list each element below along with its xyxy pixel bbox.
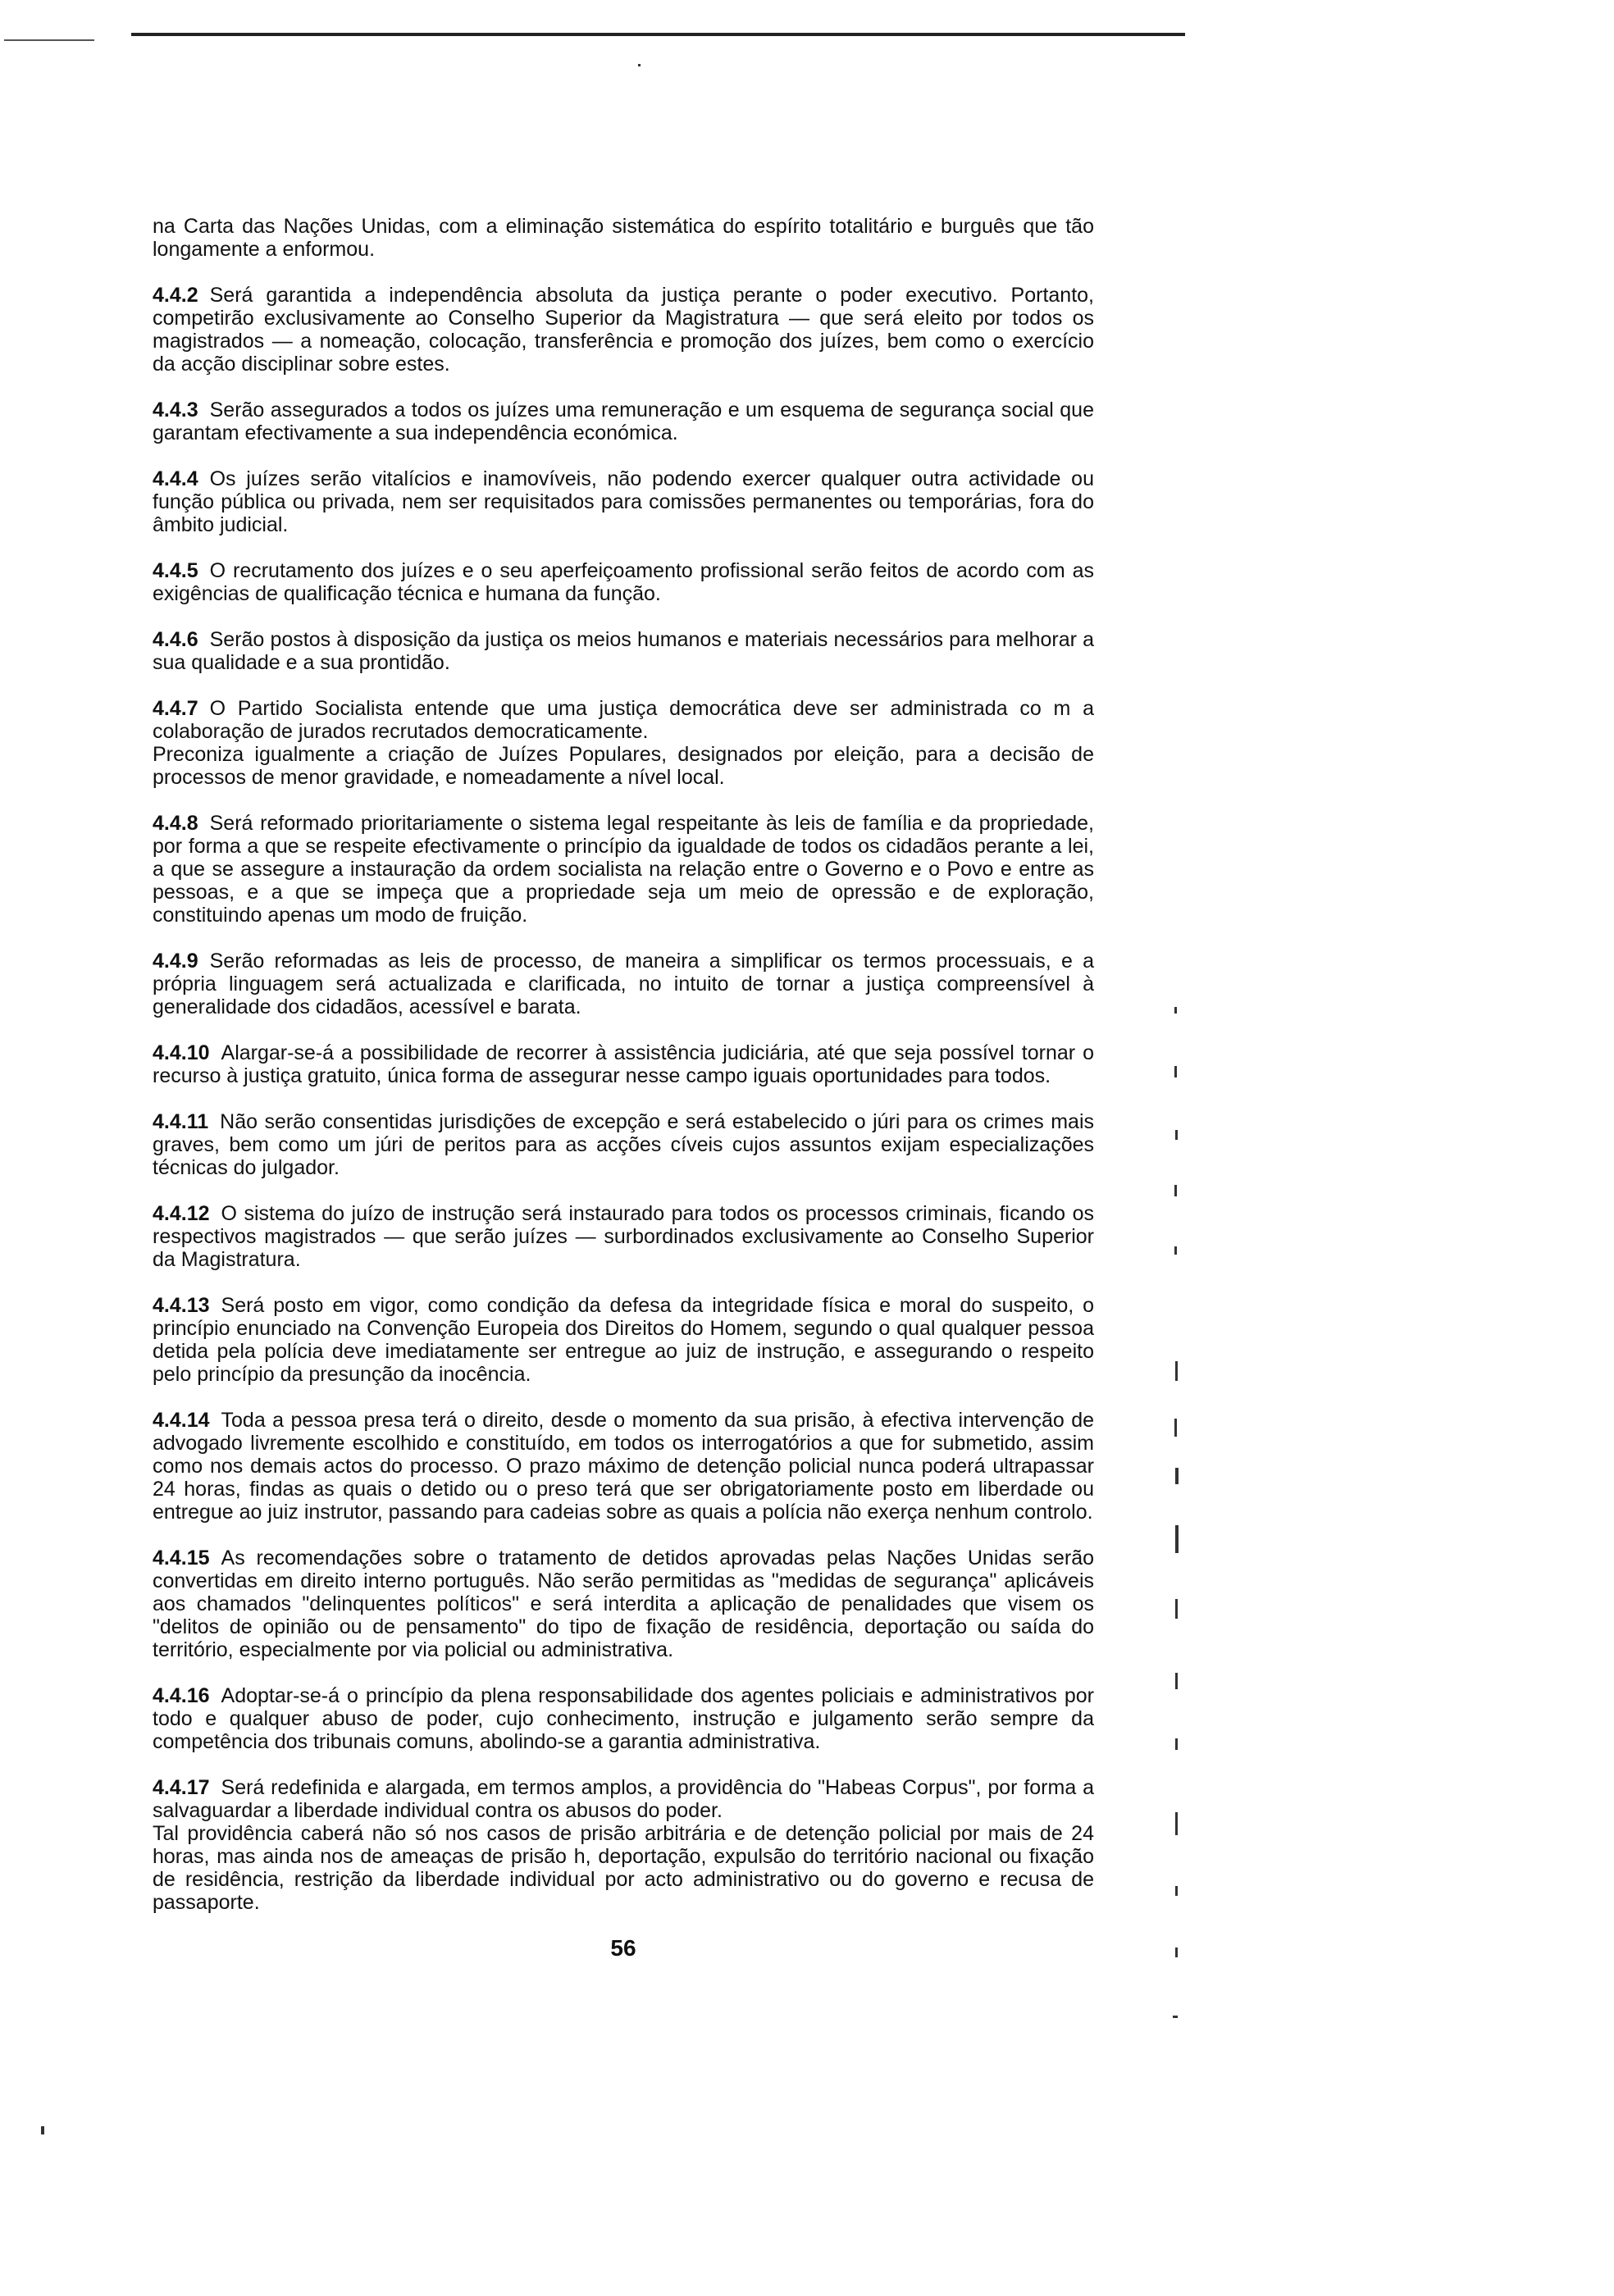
paragraph-4-4-10 <box>153 1041 1094 1087</box>
paragraph-number: 4.4.3 <box>153 399 198 421</box>
paragraph-text: Alargar-se-á a possibilidade de recorrer à assistência judiciária, até que seja possível tornar o recurso à justiça gratuito, única forma de assegurar nesse campo iguais oportunidades para todos. <box>153 1041 1094 1087</box>
paragraph-4-4-8 <box>153 812 1094 927</box>
paragraph-text: Adoptar-se-á o princípio da plena responsabilidade dos agentes policiais e administrativos por todo e qualquer abuso de poder, cujo conhecimento, instrução e julgamento serão sempre da competência dos tribunais comuns, abolindo-se a garantia administrativa. <box>153 1684 1094 1753</box>
paragraph-4-4-17 <box>153 1776 1094 1914</box>
paragraph-text: As recomendações sobre o tratamento de detidos aprovadas pelas Nações Unidas serão convertidas em direito interno português. Não serão permitidas as "medidas de segurança" aplicáveis aos chamados "delinquentes políticos" e será interdita a aplicação de penalidades que visem os "delitos de opinião ou de pensamento" do tipo de fixação de residência, deportação ou saída do território, especialmente por via policial ou administrativa. <box>153 1547 1094 1661</box>
scan-speck <box>1175 1738 1178 1750</box>
scan-speck <box>41 2126 44 2134</box>
scan-speck <box>638 64 641 66</box>
paragraph-4-4-4 <box>153 467 1094 536</box>
scan-speck <box>1175 1599 1178 1619</box>
paragraph-4-4-3 <box>153 399 1094 444</box>
scan-speck <box>1175 1130 1178 1140</box>
paragraph-number: 4.4.2 <box>153 284 198 307</box>
paragraph-4-4-16 <box>153 1684 1094 1753</box>
top-rule-fragment <box>4 39 94 41</box>
scan-speck <box>1174 1185 1177 1196</box>
paragraph-4-4-6 <box>153 628 1094 674</box>
paragraph-number: 4.4.17 <box>153 1776 210 1799</box>
scan-speck <box>1174 1007 1177 1014</box>
intro-paragraph: na Carta das Nações Unidas, com a eliminação sistemática do espírito totalitário e burguês que tão longamente a enformou. <box>153 215 1094 261</box>
scan-speck <box>1173 2016 1178 2018</box>
paragraph-text: Será redefinida e alargada, em termos amplos, a providência do "Habeas Corpus", por forma a salvaguardar a liberdade individual contra os abusos do poder. <box>153 1776 1094 1822</box>
paragraph-4-4-9 <box>153 950 1094 1018</box>
paragraph-text: Serão assegurados a todos os juízes uma remuneração e um esquema de segurança social que garantam efectivamente a sua independência económica. <box>153 399 1094 444</box>
paragraph-number: 4.4.7 <box>153 697 198 720</box>
paragraph-number: 4.4.15 <box>153 1547 210 1569</box>
paragraph-text-continued: Preconiza igualmente a criação de Juízes Populares, designados por eleição, para a decisão de processos de menor gravidade, e nomeadamente a nível local. <box>153 743 1094 789</box>
scan-speck <box>1175 1947 1178 1957</box>
paragraph-4-4-13 <box>153 1294 1094 1386</box>
paragraph-4-4-11 <box>153 1110 1094 1179</box>
paragraph-text: Será garantida a independência absoluta da justiça perante o poder executivo. Portanto, competirão exclusivamente ao Conselho Superior da Magistratura — que será eleito por todos os magistrados — a nomeação, colocação, transferência e promoção dos juízes, bem como o exercício da acção disciplinar sobre estes. <box>153 284 1094 376</box>
scan-speck <box>1175 1886 1178 1896</box>
scan-speck <box>1174 1246 1177 1255</box>
paragraph-number: 4.4.4 <box>153 467 198 490</box>
paragraph-text: Serão postos à disposição da justiça os meios humanos e materiais necessários para melhorar a sua qualidade e a sua prontidão. <box>153 628 1094 674</box>
paragraph-text: Serão reformadas as leis de processo, de maneira a simplificar os termos processuais, e a própria linguagem será actualizada e clarificada, no intuito de tornar a justiça compreensível à generalidade dos cidadãos, acessível e barata. <box>153 950 1094 1018</box>
paragraph-text: O sistema do juízo de instrução será instaurado para todos os processos criminais, ficando os respectivos magistrados — que serão juízes — surbordinados exclusivamente ao Conselho Superior da Magistratura. <box>153 1202 1094 1271</box>
scan-speck <box>1174 1066 1177 1077</box>
scan-speck <box>1174 1419 1177 1437</box>
paragraph-text: Não serão consentidas jurisdições de excepção e será estabelecido o júri para os crimes mais graves, bem como um júri de peritos para as acções cíveis cujos assuntos exijam especializações técnicas do julgador. <box>153 1110 1094 1179</box>
paragraph-text-continued: Tal providência caberá não só nos casos de prisão arbitrária e de detenção policial por mais de 24 horas, mas ainda nos de ameaças de prisão h, deportação, expulsão do território nacional ou fixação de residência, restrição da liberdade individual por acto administrativo ou do governo e recusa de passaporte. <box>153 1822 1094 1914</box>
paragraph-4-4-7 <box>153 697 1094 789</box>
paragraph-number: 4.4.11 <box>153 1110 209 1133</box>
paragraph-number: 4.4.5 <box>153 559 198 582</box>
paragraph-number: 4.4.16 <box>153 1684 210 1707</box>
paragraph-text: O Partido Socialista entende que uma justiça democrática deve ser administrada co m a colaboração de jurados recrutados democraticamente. <box>153 697 1094 743</box>
scan-speck <box>1175 1361 1178 1381</box>
paragraph-number: 4.4.6 <box>153 628 198 651</box>
paragraph-number: 4.4.10 <box>153 1041 210 1064</box>
page-number: 56 <box>610 1935 636 1961</box>
paragraph-text: Os juízes serão vitalícios e inamovíveis, não podendo exercer qualquer outra actividade ou função pública ou privada, nem ser requisitados para comissões permanentes ou temporárias, fora do âmbito judicial. <box>153 467 1094 536</box>
paragraph-text: O recrutamento dos juízes e o seu aperfeiçoamento profissional serão feitos de acordo com as exigências de qualificação técnica e humana da função. <box>153 559 1094 605</box>
page-body <box>153 215 1094 1937</box>
scan-speck <box>1175 1468 1179 1484</box>
scan-speck <box>1175 1812 1178 1835</box>
scan-speck <box>1175 1673 1178 1689</box>
paragraph-4-4-14 <box>153 1409 1094 1524</box>
paragraph-text: Toda a pessoa presa terá o direito, desde o momento da sua prisão, à efectiva intervenção de advogado livremente escolhido e constituído, em todos os interrogatórios a que for submetido, assim como nos demais actos do processo. O prazo máximo de detenção policial nunca poderá ultrapassar 24 horas, findas as quais o detido ou o preso terá que ser obrigatoriamente posto em liberdade ou entregue ao juiz instrutor, passando para cadeias sobre as quais a polícia não exerça nenhum controlo. <box>153 1409 1094 1524</box>
paragraph-4-4-12 <box>153 1202 1094 1271</box>
paragraph-4-4-5 <box>153 559 1094 605</box>
paragraph-number: 4.4.14 <box>153 1409 210 1432</box>
paragraph-number: 4.4.8 <box>153 812 198 835</box>
scan-speck <box>1175 1525 1179 1553</box>
paragraph-number: 4.4.13 <box>153 1294 210 1317</box>
paragraph-text: Será posto em vigor, como condição da defesa da integridade física e moral do suspeito, o princípio enunciado na Convenção Europeia dos Direitos do Homem, segundo o qual qualquer pessoa detida pela polícia deve imediatamente ser entregue ao juiz de instrução, e assegurando o respeito pelo princípio da presunção da inocência. <box>153 1294 1094 1386</box>
top-rule <box>131 33 1185 36</box>
paragraph-text: Será reformado prioritariamente o sistema legal respeitante às leis de família e da propriedade, por forma a que se respeite efectivamente o princípio da igualdade de todos os cidadãos perante a lei, a que se assegure a instauração da ordem socialista na relação entre o Governo e o Povo e entre as pessoas, e a que se impeça que a propriedade seja um meio de opressão e de exploração, constituindo apenas um modo de fruição. <box>153 812 1094 927</box>
paragraph-number: 4.4.9 <box>153 950 198 973</box>
paragraph-4-4-2 <box>153 284 1094 376</box>
paragraph-4-4-15 <box>153 1547 1094 1661</box>
paragraph-number: 4.4.12 <box>153 1202 210 1225</box>
